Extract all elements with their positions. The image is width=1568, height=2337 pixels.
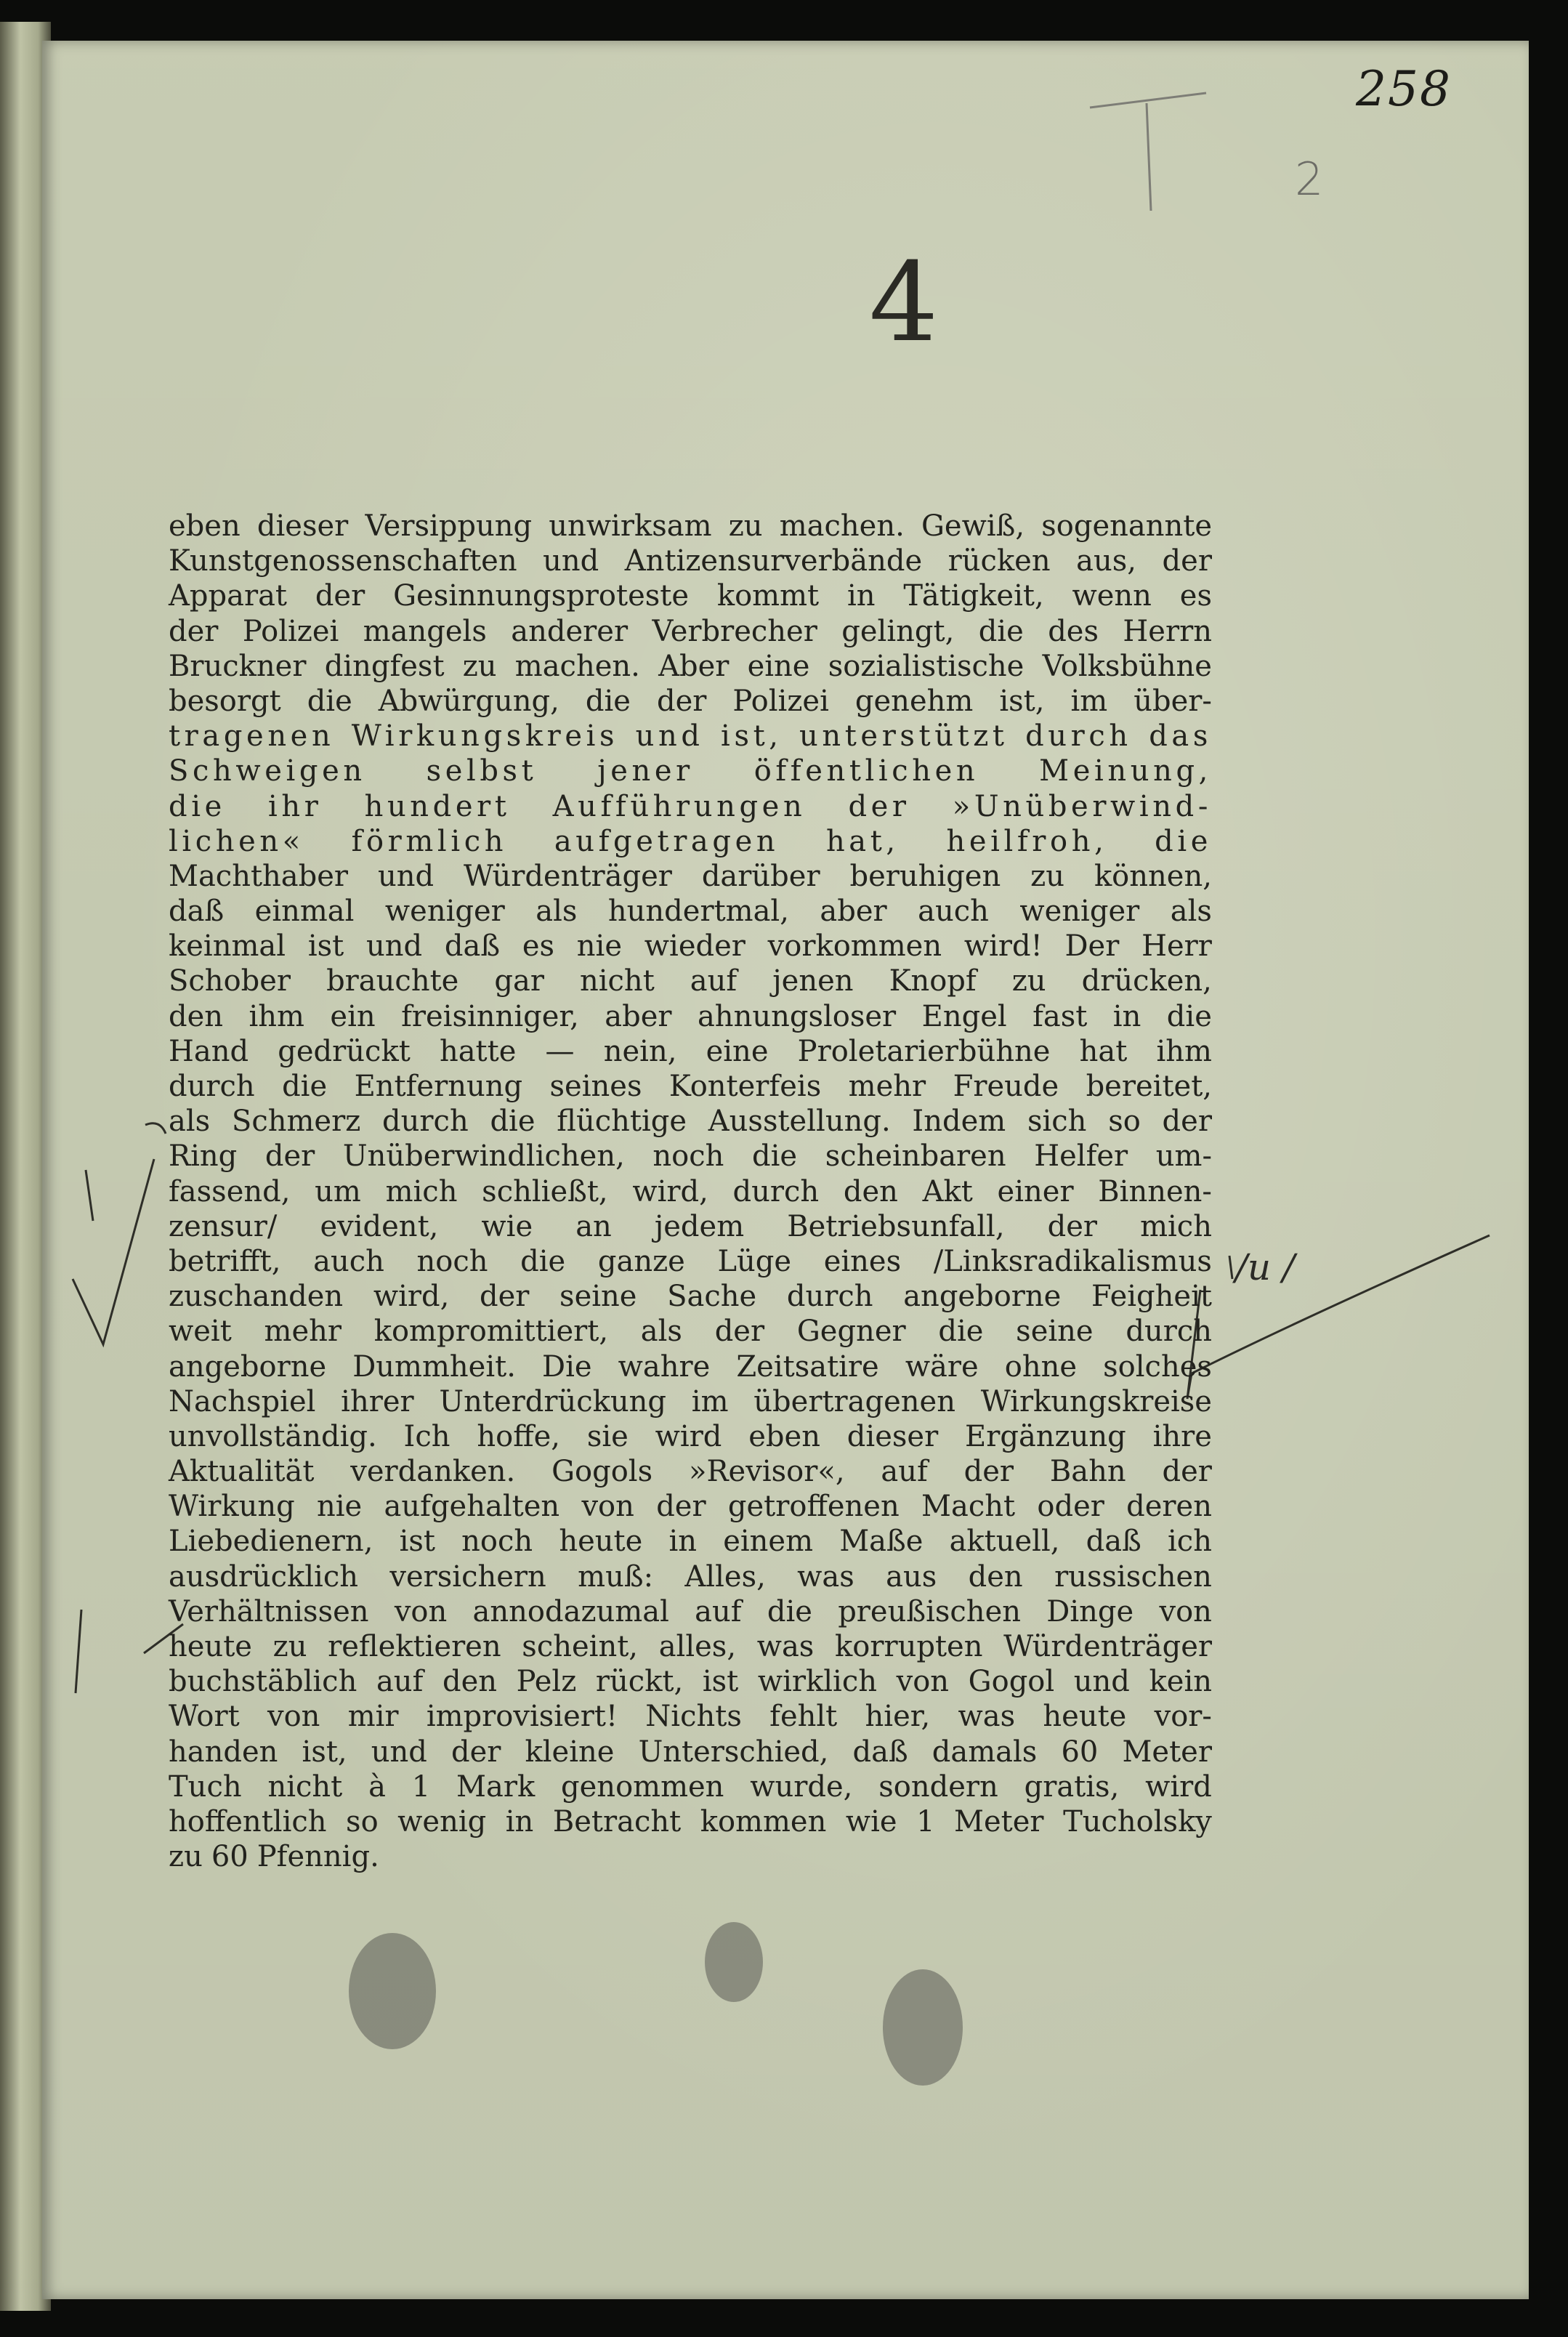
text-line: ausdrücklich versichern muß: Alles, was aus den russischen xyxy=(169,1559,1212,1594)
text-line: Aktualität verdanken. Gogols »Revisor«, auf der Bahn der xyxy=(169,1455,1212,1489)
text-line: Verhältnissen von annodazumal auf die preußischen Dinge von xyxy=(169,1594,1212,1628)
text-line: Wirkung nie aufgehalten von der getroffenen Macht oder deren xyxy=(169,1490,1212,1524)
text-line: Ring der Unüberwindlichen, noch die scheinbaren Helfer um- xyxy=(169,1139,1212,1174)
text-line: die ihr hundert Aufführungen der »Unüberwind- xyxy=(169,789,1212,823)
text-line: heute zu reflektieren scheint, alles, was korrupten Würdenträger xyxy=(169,1630,1212,1663)
text-line: Schober brauchte gar nicht auf jenen Knopf zu drücken, xyxy=(169,964,1212,998)
text-line: weit mehr kompromittiert, als der Gegner die seine durch xyxy=(169,1315,1212,1349)
pencil-annotation: 2 xyxy=(1295,153,1324,206)
article-text xyxy=(169,509,1212,1874)
text-line: Hand gedrückt hatte — nein, eine Proletarierbühne hat ihm xyxy=(169,1034,1212,1068)
text-line: daß einmal weniger als hundertmal, aber auch weniger als xyxy=(169,895,1212,929)
text-line: Apparat der Gesinnungsproteste kommt in Tätigkeit, wenn es xyxy=(169,579,1212,613)
text-line: hoffentlich so wenig in Betracht kommen wie 1 Meter Tucholsky xyxy=(169,1804,1212,1838)
text-line: buchstäblich auf den Pelz rückt, ist wirklich von Gogol und kein xyxy=(169,1665,1212,1699)
fingerprint-smudges xyxy=(349,1922,963,2086)
text-line: Kunstgenossenschaften und Antizensurverbände rücken aus, der xyxy=(169,544,1212,578)
text-line: den ihm ein freisinniger, aber ahnungsloser Engel fast in die xyxy=(169,999,1212,1033)
text-line: eben dieser Versippung unwirksam zu machen. Gewiß, sogenannte xyxy=(169,509,1212,543)
text-line: der Polizei mangels anderer Verbrecher gelingt, die des Herrn xyxy=(169,614,1212,648)
text-line: zu 60 Pfennig. xyxy=(169,1840,379,1874)
text-line: besorgt die Abwürgung, die der Polizei genehm ist, im über- xyxy=(169,684,1212,718)
text-line: betrifft, auch noch die ganze Lüge eines /Linksradikalismus xyxy=(169,1244,1212,1278)
text-line: Machthaber und Würdenträger darüber beruhigen zu können, xyxy=(169,859,1212,893)
text-line: lichen« förmlich aufgetragen hat, heilfroh, die xyxy=(169,824,1212,858)
text-line: unvollständig. Ich hoffe, sie wird eben dieser Ergänzung ihre xyxy=(169,1419,1212,1453)
text-line: zuschanden wird, der seine Sache durch angeborne Feigheit xyxy=(169,1280,1212,1314)
margin-check-right xyxy=(1187,1235,1490,1399)
margin-check-left xyxy=(73,1159,154,1693)
text-line: zensur/ evident, wie an jedem Betriebsunfall, der mich xyxy=(169,1209,1212,1243)
text-line: keinmal ist und daß es nie wieder vorkommen wird! Der Herr xyxy=(169,929,1212,964)
ink-mark-annotation: 4 xyxy=(869,240,939,366)
text-line: durch die Entfernung seines Konterfeis mehr Freude bereitet, xyxy=(169,1070,1212,1103)
text-line: Wort von mir improvisiert! Nichts fehlt hier, was heute vor- xyxy=(169,1700,1212,1734)
margin-note-annotation: /u / xyxy=(1235,1246,1295,1288)
text-line: fassend, um mich schließt, wird, durch den Akt einer Binnen- xyxy=(169,1174,1212,1208)
pencil-t-mark xyxy=(1090,93,1206,211)
text-line: Bruckner dingfest zu machen. Aber eine sozialistische Volksbühne xyxy=(169,649,1212,683)
text-line: Nachspiel ihrer Unterdrückung im übertragenen Wirkungskreise xyxy=(169,1384,1212,1418)
text-line: Schweigen selbst jener öffentlichen Meinung, xyxy=(169,754,1212,788)
page-number: 258 xyxy=(1356,61,1452,117)
text-line: angeborne Dummheit. Die wahre Zeitsatire wäre ohne solches xyxy=(169,1349,1212,1384)
text-line: tragenen Wirkungskreis und ist, unterstützt durch das xyxy=(169,719,1212,754)
text-line: Tuch nicht à 1 Mark genommen wurde, sondern gratis, wird xyxy=(169,1769,1212,1804)
text-line: Liebedienern, ist noch heute in einem Maße aktuell, daß ich xyxy=(169,1525,1212,1559)
text-line: als Schmerz durch die flüchtige Ausstellung. Indem sich so der xyxy=(169,1105,1212,1139)
text-line: handen ist, und der kleine Unterschied, daß damals 60 Meter xyxy=(169,1735,1212,1769)
